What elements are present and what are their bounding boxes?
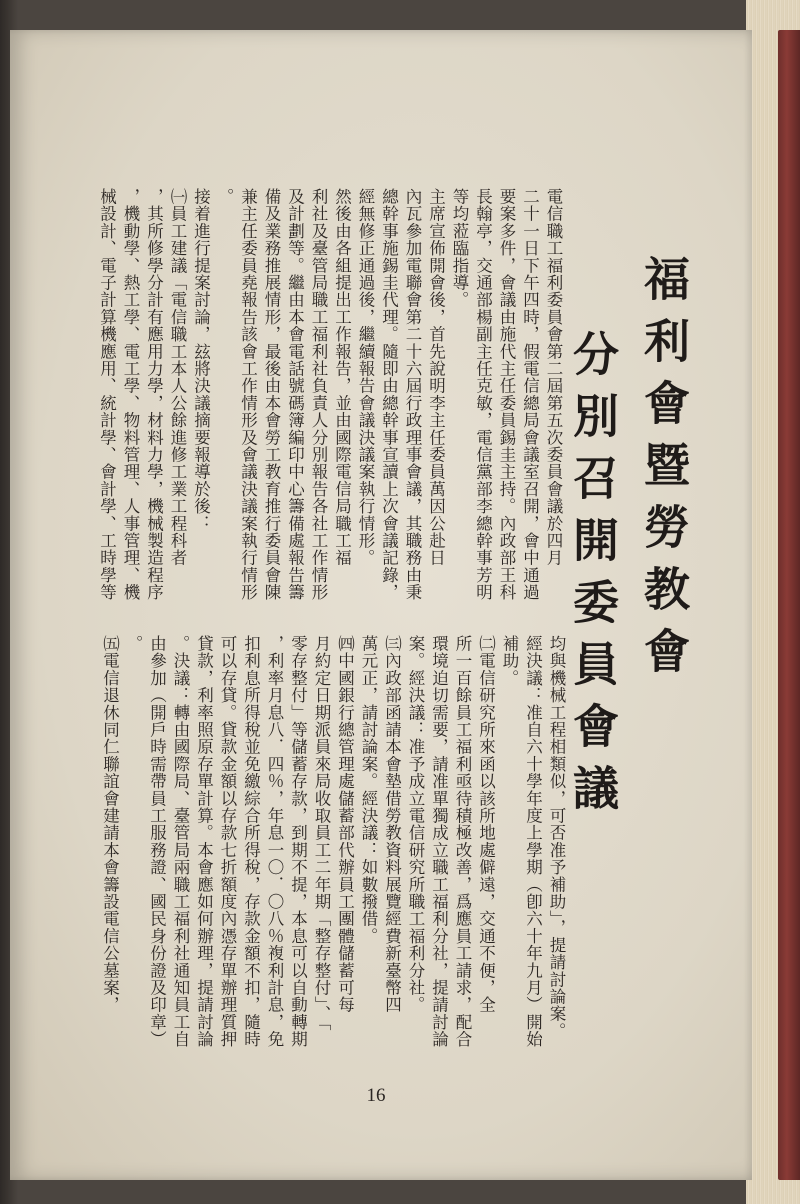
text-line: 經決議：准自六十學年度上學期（卽六十年九月）開始 <box>523 635 543 1048</box>
text-line: ㈠員工建議「電信職工本人公餘進修工業工程科者 <box>168 188 187 567</box>
text-line: 案。經決議：准予成立電信研究所職工福利分社。 <box>406 635 425 1014</box>
text-line: 貸款，利率照原存單計算。本會應如何辦理，提請討論 <box>194 635 214 1048</box>
text-line: 由參加（開戶時需帶員工服務證、國民身份證及印章） <box>147 635 167 1048</box>
text-line: 。決議：轉由國際局、臺管局兩職工福利社通知員工自 <box>171 635 190 1048</box>
text-line: ，機動學、熱工學、電工學、物料管理、人事管理、機 <box>121 188 140 601</box>
text-line: ㈣中國銀行總管理處儲蓄部代辦員工團體儲蓄可每 <box>335 635 355 1014</box>
text-line: 可以存貸。貸款金額以存款七折額度內憑存單辦理質押 <box>218 635 237 1048</box>
text-line: 然後由各組提出工作報告，並由國際電信局職工福 <box>332 188 352 567</box>
text-line: 。 <box>215 188 234 206</box>
text-line: ，其所修學分計有應用力學，材料力學，機械製造程序 <box>144 188 164 601</box>
article-title-line-1: 福利會暨勞教會 <box>637 255 691 689</box>
text-line: 二十一日下午四時，假電信總局會議室召開，會中通過 <box>520 188 540 601</box>
text-line: 所一百餘員工福利亟待積極改善，爲應員工請求，配合 <box>453 635 472 1048</box>
text-line: 經無修正通過後，繼續報告會議決議案執行情形。 <box>356 188 375 567</box>
article-body-upper <box>95 188 565 608</box>
text-line: 月約定日期派員來局收取員工二年期「整存整付」、「 <box>312 635 331 1032</box>
page-number: 16 <box>366 1085 386 1106</box>
text-line: 總幹事施錫圭代理。隨即由總幹事宣讀上次會議記錄， <box>379 188 399 601</box>
text-line: 主席宣佈開會後，首先說明李主任委員萬因公赴日 <box>426 188 446 567</box>
text-line: 電信職工福利委員會第二屆第五次委員會議於四月 <box>544 188 563 567</box>
text-line: 扣利息所得稅並免繳綜合所得稅，存款金額不扣，隨時 <box>241 635 261 1048</box>
text-line: ，利率月息八．四％，年息一〇．〇八％複利計息，免 <box>265 635 284 1048</box>
text-line: 萬元正，請討論案。經決議：如數撥借。 <box>359 635 378 945</box>
article-title-line-2: 分別召開委員會議 <box>566 330 620 826</box>
book-page <box>10 30 752 1180</box>
text-line: 兼主任委員堯報告該會工作情形及會議決議案執行情形 <box>238 188 258 601</box>
text-line: 利社及臺管局職工福利社負責人分別報告各社工作情形 <box>309 188 328 601</box>
text-line: 內瓦參加電聯會第二十六屆行政理事會議，其職務由秉 <box>403 188 422 601</box>
text-line: 均與機械工程相類似，可否准予補助」，提請討論案。 <box>547 635 566 1040</box>
text-line: 補助。 <box>500 635 519 687</box>
text-line: ㈤電信退休同仁聯誼會建請本會籌設電信公墓案， <box>100 635 120 1014</box>
text-line: 及計劃等。繼由本會電話號碼簿編印中心籌備處報告籌 <box>285 188 305 601</box>
text-line: 接着進行提案討論，玆將決議摘要報導於後： <box>191 188 211 532</box>
text-line: 等均蒞臨指導。 <box>450 188 469 309</box>
text-line: 械設計、電子計算機應用、統計學、會計學、工時學等 <box>97 188 117 601</box>
text-line: ㈡電信研究所來函以該所地處僻遠，交通不便，全 <box>476 635 496 1014</box>
text-line: 要案多件，會議由施代主任委員錫圭主持。內政部王科 <box>497 188 516 601</box>
article-body-lower <box>98 635 568 1075</box>
text-line: 環境迫切需要，請准單獨成立職工福利分社，提請討論 <box>429 635 449 1048</box>
book-cover-edge <box>778 30 800 1180</box>
text-line: ㈢內政部函請本會墊借勞教資料展覽經費新臺幣四 <box>382 635 402 1014</box>
text-line: 備及業務推展情形，最後由本會勞工教育推行委員會陳 <box>262 188 281 601</box>
text-line: 長翰亭，交通部楊副主任克敏，電信黨部李總幹事芳明 <box>473 188 493 601</box>
text-line: 。 <box>124 635 143 653</box>
text-line: 零存整付」等儲蓄存款，到期不提，本息可以自動轉期 <box>288 635 308 1048</box>
